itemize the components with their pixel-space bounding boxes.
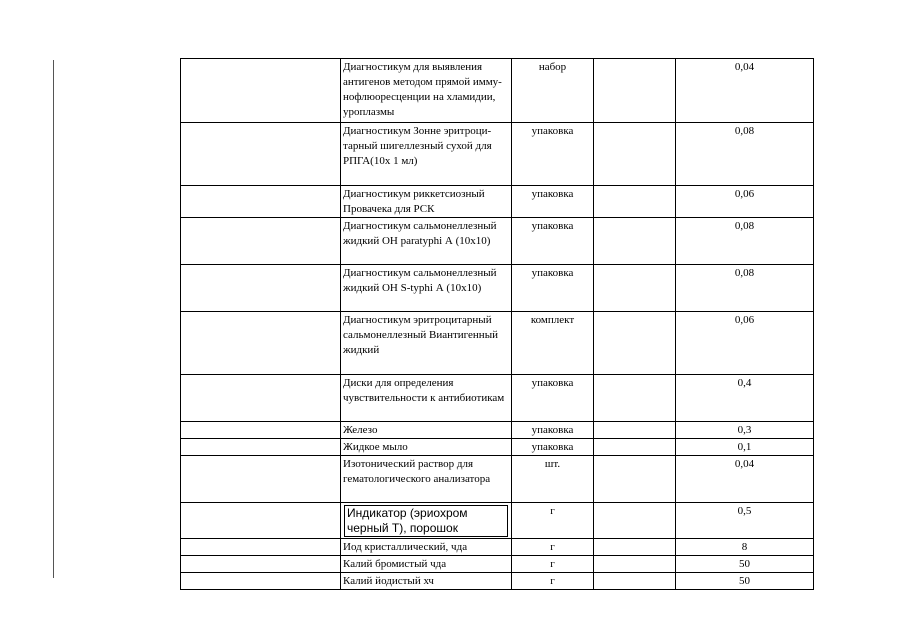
table-row	[181, 503, 814, 539]
value-cell: 0,5	[676, 503, 814, 539]
empty-cell	[181, 439, 341, 456]
unit-cell: упаковка	[512, 375, 594, 422]
value-cell: 0,04	[676, 456, 814, 503]
table-row	[181, 186, 814, 218]
unit-cell: г	[512, 573, 594, 590]
empty-cell	[181, 503, 341, 539]
value-cell: 50	[676, 573, 814, 590]
unit-cell: упаковка	[512, 186, 594, 218]
page-margin-line	[53, 60, 54, 578]
qty-cell	[594, 218, 676, 265]
empty-cell	[181, 456, 341, 503]
item-name-cell: Диски для определения чувствительности к антибиотикам	[341, 375, 512, 422]
unit-cell: упаковка	[512, 439, 594, 456]
qty-cell	[594, 556, 676, 573]
item-name-cell: Диагностикум Зонне эритроци-тарный шигеллезный сухой для РПГА(10х 1 мл)	[341, 123, 512, 186]
item-name-cell: Иод кристаллический, чда	[341, 539, 512, 556]
indicator-name-box: Индикатор (эриохром черный Т), порошок	[344, 505, 508, 537]
table-row	[181, 556, 814, 573]
unit-cell: упаковка	[512, 265, 594, 312]
item-name-cell: Калий бромистый чда	[341, 556, 512, 573]
reagents-table	[180, 58, 814, 590]
qty-cell	[594, 265, 676, 312]
empty-cell	[181, 375, 341, 422]
empty-cell	[181, 573, 341, 590]
value-cell: 50	[676, 556, 814, 573]
item-name-cell: Диагностикум риккетсиозный Провачека для РСК	[341, 186, 512, 218]
qty-cell	[594, 573, 676, 590]
value-cell: 0,06	[676, 186, 814, 218]
value-cell: 0,1	[676, 439, 814, 456]
qty-cell	[594, 59, 676, 123]
table-row	[181, 312, 814, 375]
value-cell: 0,3	[676, 422, 814, 439]
value-cell: 0,08	[676, 265, 814, 312]
item-name-cell: Железо	[341, 422, 512, 439]
unit-cell: г	[512, 539, 594, 556]
item-name-cell: Изотонический раствор для гематологического анализатора	[341, 456, 512, 503]
empty-cell	[181, 123, 341, 186]
item-name-cell: Диагностикум сальмонеллезный жидкий ОН S-typhi А (10х10)	[341, 265, 512, 312]
empty-cell	[181, 312, 341, 375]
qty-cell	[594, 375, 676, 422]
empty-cell	[181, 186, 341, 218]
qty-cell	[594, 503, 676, 539]
table-row	[181, 456, 814, 503]
empty-cell	[181, 556, 341, 573]
qty-cell	[594, 456, 676, 503]
unit-cell: упаковка	[512, 218, 594, 265]
value-cell: 0,06	[676, 312, 814, 375]
table-row	[181, 439, 814, 456]
unit-cell: упаковка	[512, 422, 594, 439]
qty-cell	[594, 186, 676, 218]
table-row	[181, 573, 814, 590]
qty-cell	[594, 539, 676, 556]
value-cell: 0,08	[676, 218, 814, 265]
table-row	[181, 265, 814, 312]
item-name-cell	[341, 503, 512, 539]
unit-cell: упаковка	[512, 123, 594, 186]
table-row	[181, 375, 814, 422]
empty-cell	[181, 265, 341, 312]
table-row	[181, 59, 814, 123]
item-name-cell: Диагностикум для выявления антигенов методом прямой имму-нофлюоресценции на хламидии, уроплазмы	[341, 59, 512, 123]
qty-cell	[594, 123, 676, 186]
table-row	[181, 218, 814, 265]
qty-cell	[594, 312, 676, 375]
item-name-cell: Жидкое мыло	[341, 439, 512, 456]
table-row	[181, 422, 814, 439]
item-name-cell: Диагностикум эритроцитарный сальмонеллезный Виантигенный жидкий	[341, 312, 512, 375]
unit-cell: г	[512, 556, 594, 573]
unit-cell: набор	[512, 59, 594, 123]
unit-cell: г	[512, 503, 594, 539]
qty-cell	[594, 439, 676, 456]
item-name-cell: Диагностикум сальмонеллезный жидкий ОН paratyphi А (10х10)	[341, 218, 512, 265]
value-cell: 0,04	[676, 59, 814, 123]
value-cell: 8	[676, 539, 814, 556]
unit-cell: комплект	[512, 312, 594, 375]
empty-cell	[181, 218, 341, 265]
empty-cell	[181, 422, 341, 439]
empty-cell	[181, 59, 341, 123]
value-cell: 0,4	[676, 375, 814, 422]
empty-cell	[181, 539, 341, 556]
table-row	[181, 539, 814, 556]
table-row	[181, 123, 814, 186]
value-cell: 0,08	[676, 123, 814, 186]
qty-cell	[594, 422, 676, 439]
item-name-cell: Калий йодистый хч	[341, 573, 512, 590]
unit-cell: шт.	[512, 456, 594, 503]
